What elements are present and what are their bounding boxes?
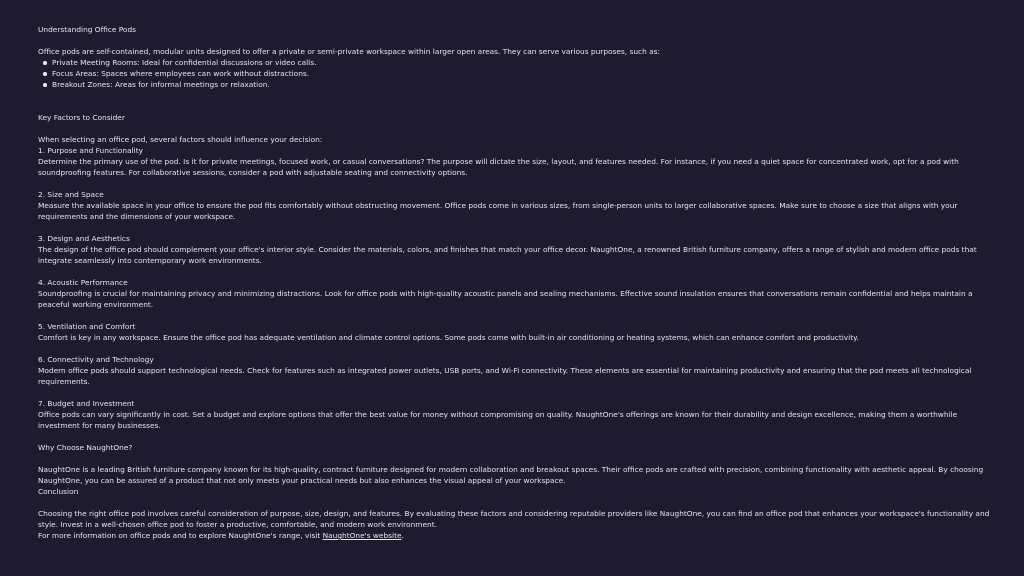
factor-body: Soundproofing is crucial for maintaining privacy and minimizing distractions. Look for office pods with high-quality acoustic panels and sealing mechanisms. Effective sound insulation ensures that conversations remain confidential and helps maintain a peaceful working environment. bbox=[38, 289, 973, 309]
conclusion-heading: Conclusion bbox=[38, 487, 79, 496]
more-info-text: For more information on office pods and to explore NaughtOne's range, visit bbox=[38, 531, 323, 540]
naughtone-website-link[interactable]: NaughtOne's website bbox=[322, 531, 402, 540]
factor-body: The design of the office pod should complement your office's interior style. Consider the materials, colors, and finishes that match your office decor. NaughtOne, a renowned British furniture company, offers a range of stylish and modern office pods that integrate seamlessly into contemporary work environments. bbox=[38, 245, 977, 265]
article-title: Understanding Office Pods bbox=[38, 25, 136, 34]
list-item: Private Meeting Rooms: Ideal for confidential discussions or video calls. bbox=[52, 57, 990, 68]
factor-body: Modern office pods should support technological needs. Check for features such as integrated power outlets, USB ports, and Wi-Fi connectivity. These elements are essential for maintaining productivity and ensuring that the pod meets all technological requirements. bbox=[38, 366, 972, 386]
list-item: Breakout Zones: Areas for informal meetings or relaxation. bbox=[52, 79, 990, 90]
factor-body: Comfort is key in any workspace. Ensure the office pod has adequate ventilation and climate control options. Some pods come with built-in air conditioning or heating systems, which can enhance comfort and productivity. bbox=[38, 333, 859, 342]
factor-title: 4. Acoustic Performance bbox=[38, 278, 128, 287]
factor-body: Measure the available space in your office to ensure the pod fits comfortably without obstructing movement. Office pods come in various sizes, from single-person units to larger collaborative spaces. Make sure to choose a size that aligns with your requirements and the dimensions of your workspace. bbox=[38, 201, 958, 221]
more-info-end: . bbox=[401, 531, 404, 540]
factors-heading: Key Factors to Consider bbox=[38, 113, 125, 122]
intro-paragraph: Office pods are self-contained, modular units designed to offer a private or semi-private workspace within larger open areas. They can serve various purposes, such as: bbox=[38, 47, 660, 56]
why-heading: Why Choose NaughtOne? bbox=[38, 443, 133, 452]
more-info-paragraph bbox=[38, 530, 990, 541]
factor-title: 7. Budget and Investment bbox=[38, 399, 135, 408]
factor-body: Office pods can vary significantly in cost. Set a budget and explore options that offer the best value for money without compromising on quality. NaughtOne's offerings are known for their durability and design excellence, making them a worthwhile investment for many businesses. bbox=[38, 410, 958, 430]
factor-body: Determine the primary use of the pod. Is it for private meetings, focused work, or casual conversations? The purpose will dictate the size, layout, and features needed. For instance, if you need a quiet space for concentrated work, opt for a pod with soundproofing features. For collaborative sessions, consider a pod with adjustable seating and connectivity options. bbox=[38, 157, 959, 177]
purposes-list bbox=[38, 57, 990, 90]
factor-title: 6. Connectivity and Technology bbox=[38, 355, 154, 364]
article bbox=[38, 24, 990, 541]
factor-title: 1. Purpose and Functionality bbox=[38, 146, 144, 155]
factors-intro: When selecting an office pod, several factors should influence your decision: bbox=[38, 135, 323, 144]
list-item: Focus Areas: Spaces where employees can work without distractions. bbox=[52, 68, 990, 79]
conclusion-body: Choosing the right office pod involves careful consideration of purpose, size, design, and features. By evaluating these factors and considering reputable providers like NaughtOne, you can find an office pod that enhances your workspace's functionality and style. Invest in a well-chosen office pod to foster a productive, comfortable, and modern work environment. bbox=[38, 509, 990, 529]
why-body: NaughtOne is a leading British furniture company known for its high-quality, contract furniture designed for modern collaboration and breakout spaces. Their office pods are crafted with precision, combining functionality with aesthetic appeal. By choosing NaughtOne, you can be assured of a product that not only meets your practical needs but also enhances the visual appeal of your workspace. bbox=[38, 465, 984, 485]
factor-title: 3. Design and Aesthetics bbox=[38, 234, 130, 243]
factor-title: 5. Ventilation and Comfort bbox=[38, 322, 136, 331]
factor-title: 2. Size and Space bbox=[38, 190, 104, 199]
